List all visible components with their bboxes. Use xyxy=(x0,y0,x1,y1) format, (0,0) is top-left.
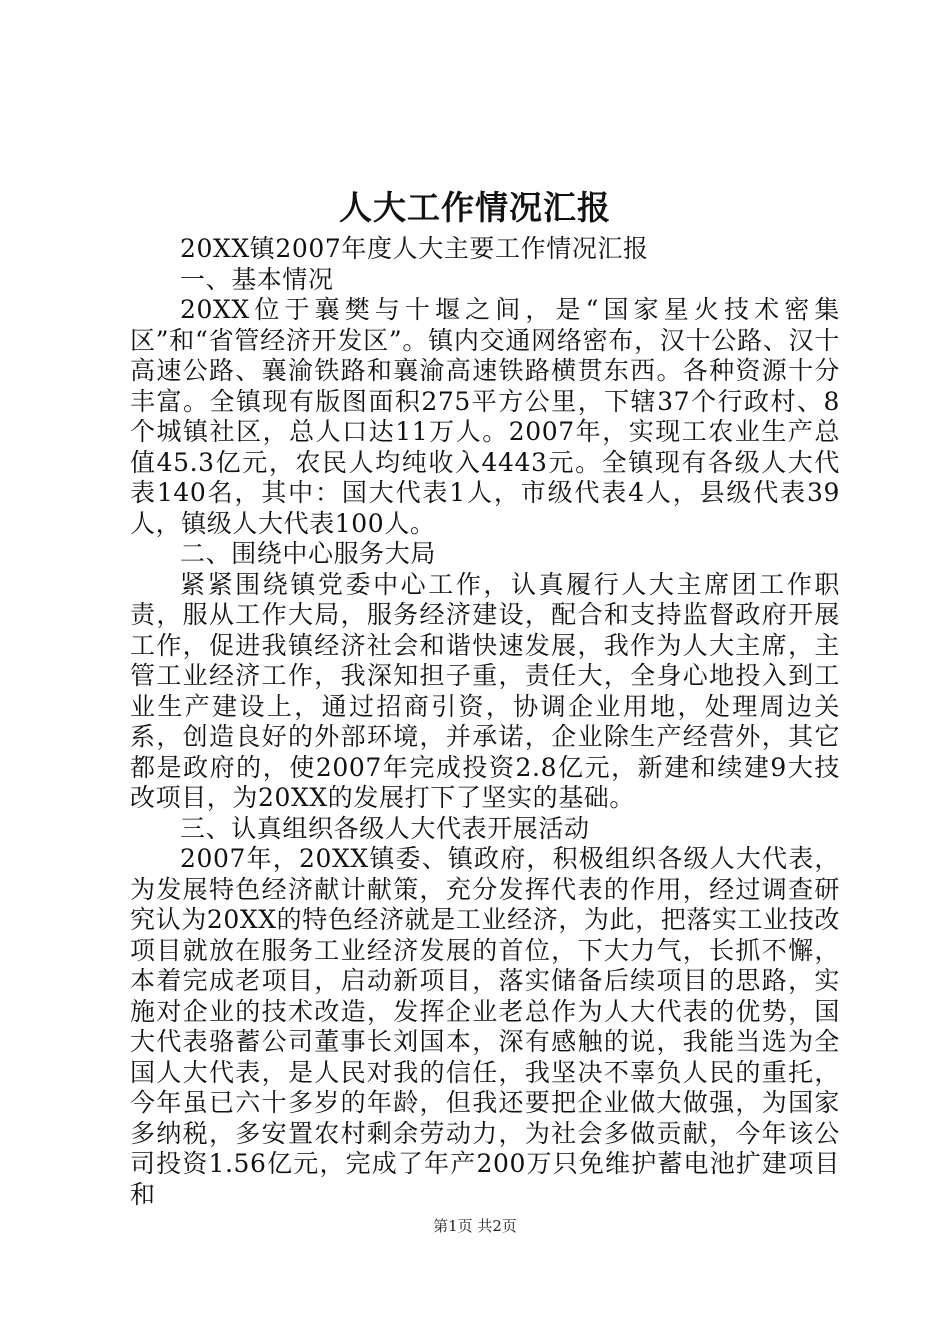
document-body xyxy=(130,234,840,1210)
paragraph-serve-overall: 紧紧围绕镇党委中心工作，认真履行人大主席团工作职责，服从工作大局，服务经济建设，配合和支持监督政府开展工作，促进我镇经济社会和谐快速发展，我作为人大主席，主管工业经济工作，我深知担子重，责任大，全身心地投入到工业生产建设上，通过招商引资，协调企业用地，处理周边关系，创造良好的外部环境，并承诺，企业除生产经营外，其它都是政府的，使2007年完成投资2.8亿元，新建和续建9大技改项目，为20XX的发展打下了坚实的基础。 xyxy=(130,569,840,812)
section-heading-serve-overall: 二、围绕中心服务大局 xyxy=(180,539,437,568)
document-title: 人大工作情况汇报 xyxy=(339,188,611,227)
report-subtitle: 20XX镇2007年度人大主要工作情况汇报 xyxy=(180,234,649,263)
page-number: 第1页 共2页 xyxy=(433,1217,517,1235)
section-heading-organize-deputies: 三、认真组织各级人大代表开展活动 xyxy=(180,813,590,843)
section-heading-basic-situation: 一、基本情况 xyxy=(180,264,334,294)
paragraph-basic-situation: 20XX位于襄樊与十堰之间，是“国家星火技术密集区”和“省管经济开发区”。镇内交通网络密布，汉十公路、汉十高速公路、襄渝铁路和襄渝高速铁路横贯东西。各种资源十分丰富。全镇现有版图面积275平方公里，下辖37个行政村、8个城镇社区，总人口达11万人。2007年，实现工农业生产总值45.3亿元，农民人均纯收入4443元。全镇现有各级人大代表140名，其中：国大代表1人，市级代表4人，县级代表39人，镇级人大代表100人。 xyxy=(130,295,840,538)
paragraph-organize-deputies: 2007年，20XX镇委、镇政府，积极组织各级人大代表，为发展特色经济献计献策，充分发挥代表的作用，经过调查研究认为20XX的特色经济就是工业经济，为此，把落实工业技改项目就放在服务工业经济发展的首位，下大力气，长抓不懈，本着完成老项目，启动新项目，落实储备后续项目的思路，实施对企业的技术改造，发挥企业老总作为人大代表的优势，国大代表骆蓄公司董事长刘国本，深有感触的说，我能当选为全国人大代表，是人民对我的信任，我坚决不辜负人民的重托，今年虽已六十多岁的年龄，但我还要把企业做大做强，为国家多纳税，多安置农村剩余劳动力，为社会多做贡献，今年该公司投资1.56亿元，完成了年产200万只免维护蓄电池扩建项目和 xyxy=(130,844,840,1209)
